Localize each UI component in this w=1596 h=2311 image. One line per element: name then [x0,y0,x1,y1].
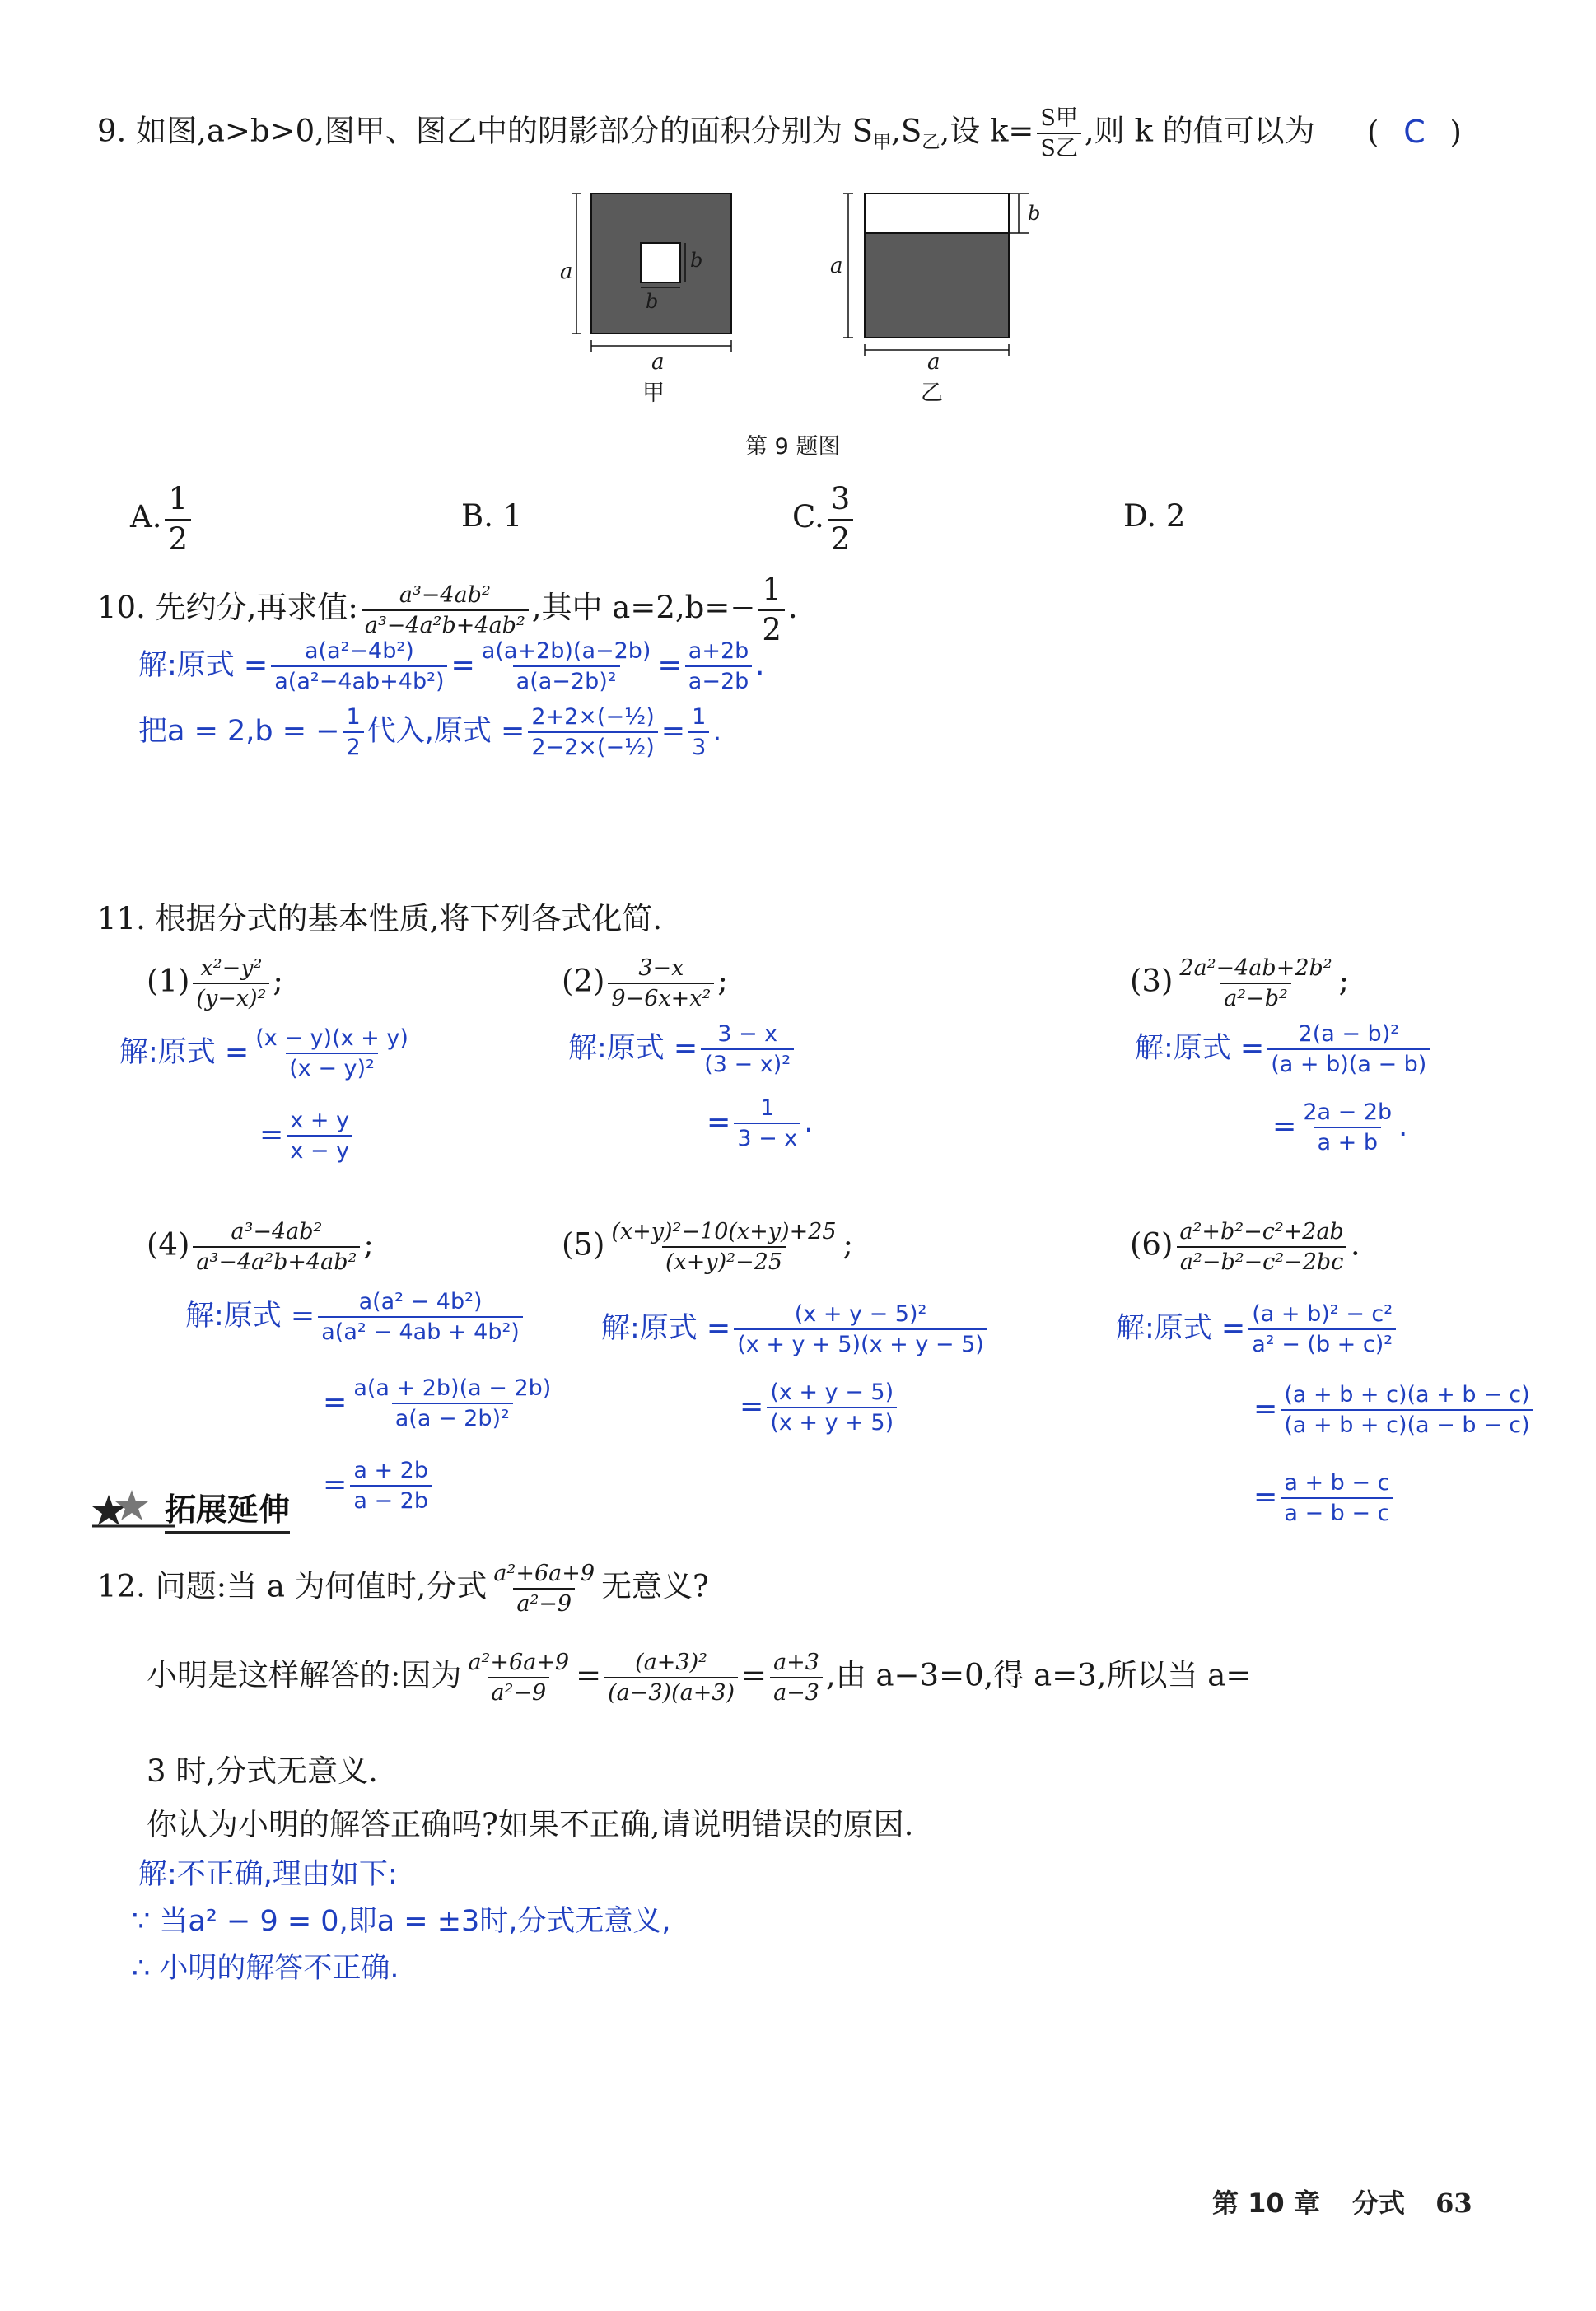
footer-page-number: 63 [1435,2187,1472,2219]
q9-k-fraction: S甲 S乙 [1037,105,1081,161]
q12-line4: 你认为小明的解答正确吗?如果不正确,请说明错误的原因. [147,1807,914,1842]
q11-2-sol-step1: 解:原式 = $\frac{3 - x}{\text{(3 − x)²}}$ [568,1021,797,1077]
q11-2-sol-step2: = $\frac{1}{3 - x}$ . [707,1095,814,1152]
fig-yi-label-a-left: a [830,254,843,278]
q11-4-sol-step1: 解:原式 = $\frac{\text{a(a² − 4b²)}}{\text{a(a² − 4ab + 4b²)}}$ [185,1289,526,1345]
q11-4-problem: (4) $\frac{\text{a³−4ab²}}{\text{a³−4a²b+4ab²}}$ ; [147,1219,374,1276]
q11-2-problem: (2) $\frac{3-x}{\text{9−6x+x²}}$ ; [562,955,728,1012]
fig-yi-label-a-bottom: a [927,350,940,375]
footer-chapter: 第 10 章 [1212,2187,1320,2219]
fig-jia-label-b-bottom: b [646,290,659,313]
q12-line2: 小明是这样解答的:因为 $\frac{\text{a²+6a+9}}{\text{a²−9}}$ = $\frac{\text{(a+3)²}}{(a-3)(a+3)}$ = $\frac{a+3}{a-3}$ ,由 a−3=0,得 a=3,所以当 a= [147,1650,1252,1706]
q11-1-problem: (1) $\frac{\text{x²−y²}}{\text{(y−x)²}}$ ; [147,955,283,1012]
q9-answer-bracket: ( C ) [1367,114,1462,150]
q9-option-a: A. $\frac{1}{2}$ [130,482,194,557]
q11-3-sol-step1: 解:原式 = $\frac{\text{2(a − b)²}}{(a + b)(a - b)}$ [1135,1021,1433,1077]
q11-6-sol-step2: = $\frac{(a + b + c)(a + b - c)}{(a + b + c)(a - b - c)}$ [1253,1382,1537,1438]
section-title: 拓展延伸 [165,1484,290,1534]
q11-4-sol-step3: = $\frac{a + 2b}{a - 2b}$ [323,1458,435,1514]
q12-solution-line2: ∵ 当a² − 9 = 0,即a = ±3时,分式无意义, [132,1905,671,1938]
q11-4-sol-step2: = $\frac{a(a + 2b)(a - 2b)}{\text{a(a − 2b)²}}$ [323,1375,552,1432]
q11-6-sol-step1: 解:原式 = $\frac{\text{(a + b)² − c²}}{\text{a² − (b + c)²}}$ [1116,1301,1399,1357]
q11-1-sol-step1: 解:原式 = $\frac{(x - y)(x + y)}{\text{(x − y)²}}$ [119,1025,408,1082]
q12-line3: 3 时,分式无意义. [147,1753,378,1789]
fig-jia-label-a-bottom: a [651,350,665,375]
q9-option-b: B. 1 [461,498,523,534]
q11-5-sol-step1: 解:原式 = $\frac{\text{(x + y − 5)²}}{(x + y + 5)(x + y - 5)}$ [601,1301,991,1357]
fig9-caption: 第 9 题图 [745,434,841,460]
fig-yi-name: 乙 [921,380,943,406]
q9-answer: C [1403,114,1426,150]
q11-3-problem: (3) $\frac{\text{2a²−4ab+2b²}}{\text{a²−b²}}$ ; [1130,955,1350,1012]
q11-title: 11. 根据分式的基本性质,将下列各式化简. [97,901,663,936]
q12-stem: 12. 问题:当 a 为何值时,分式 $\frac{\text{a²+6a+9}}{\text{a²−9}}$ 无意义? [97,1561,709,1618]
page-footer [1212,2183,1472,2220]
q11-5-problem: (5) $\frac{\text{(x+y)²−10(x+y)+25}}{\text{(x+y)²−25}}$ ; [562,1219,854,1276]
footer-title: 分式 [1351,2187,1405,2219]
section-banner-stars-icon [92,1478,175,1528]
q9-option-d: D. 2 [1123,498,1186,534]
q11-6-problem: (6) $\frac{\text{a²+b²−c²+2ab}}{\text{a²−b²−c²−2bc}}$ . [1130,1219,1360,1276]
q10-stem: 10. 先约分,再求值: $\frac{\text{a³−4ab²}}{\text{a³−4a²b+4ab²}}$ ,其中 a=2,b=− $\frac{1}{2}$ . [97,572,798,647]
q9-stem: 9. 如图,a>b>0,图甲、图乙中的阴影部分的面积分别为 $S_甲,S_乙$,设 k= S甲 S乙 ,则 k 的值可以为 [97,105,1315,162]
fig-jia-name: 甲 [642,380,665,406]
fig-yi-label-b: b [1028,202,1041,225]
q12-solution-line1: 解:不正确,理由如下: [138,1858,398,1891]
q10-solution-line1: 解:原式 = $\frac{\text{a(a²−4b²)}}{\text{a(a²−4ab+4b²)}}$ = $\frac{a(a+2b)(a-2b)}{\text{a(a−2b)²}}$ = $\frac{a+2b}{a-2b}$ . [138,638,765,695]
q11-3-sol-step2: = $\frac{2a - 2b}{a + b}$ . [1272,1099,1408,1156]
fig-jia-label-b-right: b [690,249,703,272]
q11-6-sol-step3: = $\frac{a + b - c}{a - b - c}$ [1253,1470,1396,1526]
q11-5-sol-step2: = $\frac{(x + y - 5)}{(x + y + 5)}$ [740,1380,900,1436]
q9-option-c: C. $\frac{3}{2}$ [792,482,856,557]
fig-jia-label-a-left: a [560,259,573,284]
q10-solution-line2: 把a = 2,b = − $\frac{1}{2}$ 代入,原式 = $\frac{\text{2+2×(−½)}}{\text{2−2×(−½)}}$ = $\frac{1}{3}$ . [138,704,722,761]
q12-solution-line3: ∴ 小明的解答不正确. [132,1952,399,1985]
q11-1-sol-step2: = $\frac{x + y}{x - y}$ [259,1108,356,1164]
